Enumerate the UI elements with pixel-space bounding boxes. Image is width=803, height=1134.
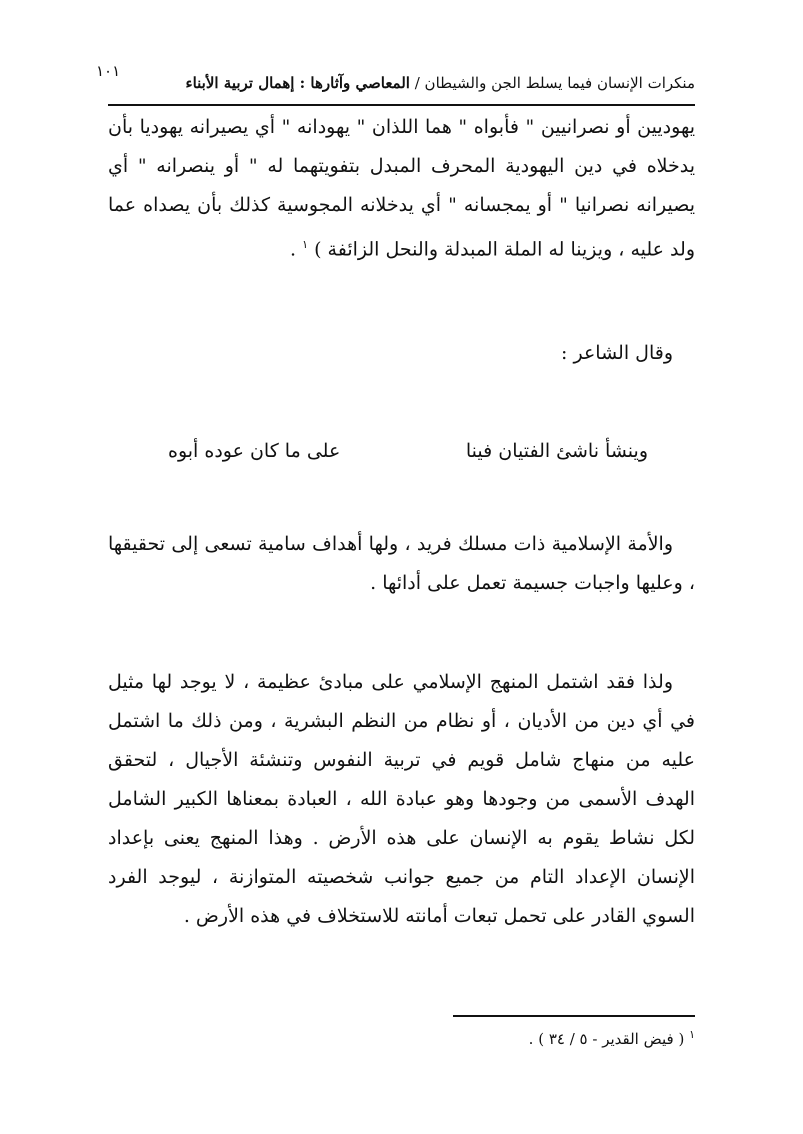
footnote-reference: ١ <box>302 238 309 251</box>
paragraph-umma: والأمة الإسلامية ذات مسلك فريد ، ولها أهداف سامية تسعى إلى تحقيقها ، وعليها واجبات جسيمة تعمل على أدائها . <box>108 533 695 594</box>
verse-second-hemistich: على ما كان عوده أبوه <box>168 440 341 462</box>
page-number: ١٠١ <box>96 62 121 80</box>
footnote <box>529 1028 695 1048</box>
paragraph-continuation <box>108 108 695 269</box>
poet-label: وقال الشاعر : <box>561 342 673 364</box>
footnote-divider <box>453 1015 695 1017</box>
header-book-title: منكرات الإنسان فيما يسلط الجن والشيطان / <box>409 74 695 92</box>
paragraph-end: . <box>290 238 303 261</box>
header-divider <box>108 104 695 106</box>
header-chapter-title: المعاصي وآثارها : إهمال تربية الأبناء <box>185 74 410 92</box>
footnote-number: ١ <box>689 1028 695 1041</box>
paragraph-manhaj: ولذا فقد اشتمل المنهج الإسلامي على مبادئ عظيمة ، لا يوجد لها مثيل في أي دين من الأديان ، أو نظام من النظم البشرية ، ومن ذلك ما اشتمل عليه من منهاج شامل قويم في تربية النفوس وتنشئة الأجيال ، لتحقق الهدف الأسمى من وجودها وهو عبادة الله ، العبادة بمعناها الكبير الشامل لكل نشاط يقوم به الإنسان على هذه الأرض . وهذا المنهج يعنى بإعداد الإنسان الإعداد التام من جميع جوانب شخصيته المتوازنة ، ليوجد الفرد السوي القادر على تحمل تبعات أمانته للاستخلاف في هذه الأرض . <box>108 671 695 927</box>
footnote-text: ( فيض القدير - ٥ / ٣٤ ) . <box>528 1030 690 1048</box>
running-header <box>95 74 695 92</box>
verse-first-hemistich: وينشأ ناشئ الفتيان فينا <box>465 440 648 462</box>
paragraph-text: يهوديين أو نصرانيين " فأبواه " هما اللذان " يهودانه " أي يصيرانه يهوديا بأن يدخلاه في دين اليهودية المحرف المبدل بتفويتهما له " أو ينصرانه " أي يصيرانه نصرانيا " أو يمجسانه " أي يدخلانه المجوسية كذلك بأن يصداه عما ولد عليه ، ويزينا له الملة المبدلة والنحل الزائفة ) <box>108 116 695 261</box>
